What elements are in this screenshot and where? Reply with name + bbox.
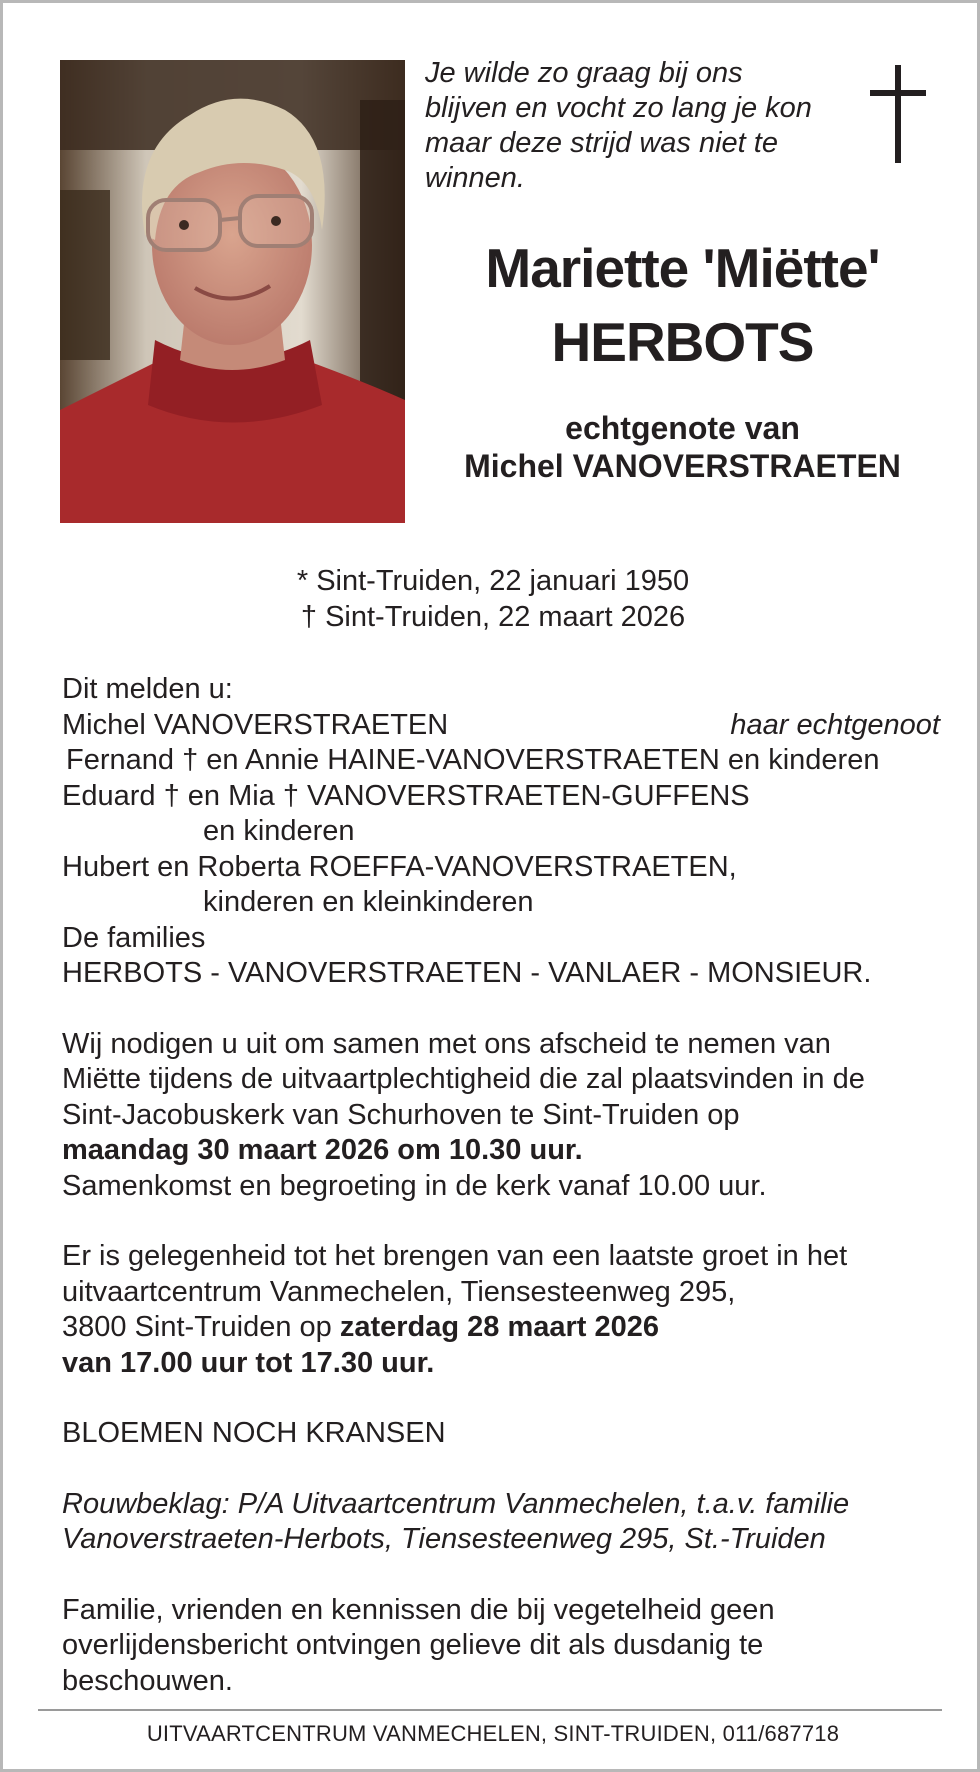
- spouse-info: [415, 409, 950, 485]
- announcer-spouse-name: Michel VANOVERSTRAETEN: [62, 708, 449, 741]
- families-intro: De families: [62, 921, 206, 954]
- visitation-text: uitvaartcentrum Vanmechelen, Tiensesteenweg 295,: [62, 1275, 736, 1308]
- portrait-photo: [60, 60, 405, 523]
- poem-line: blijven en vocht zo lang je kon: [425, 92, 812, 124]
- ceremony-text: Sint-Jacobuskerk van Schurhoven te Sint-Truiden op: [62, 1098, 740, 1131]
- ceremony-text: Wij nodigen u uit om samen met ons afscheid te nemen van: [62, 1027, 831, 1060]
- announcers-intro: Dit melden u:: [62, 673, 233, 705]
- visitation-time: van 17.00 uur tot 17.30 uur.: [62, 1346, 435, 1379]
- poem-line: Je wilde zo graag bij ons: [425, 57, 743, 89]
- condolence-address: Vanoverstraeten-Herbots, Tiensesteenweg 295, St.-Truiden: [62, 1523, 826, 1555]
- visitation-text: Er is gelegenheid tot het brengen van een laatste groet in het: [62, 1240, 848, 1272]
- announcer-family-cont: kinderen en kleinkinderen: [203, 886, 534, 918]
- deceased-last-name: HERBOTS: [551, 311, 814, 373]
- deceased-first-name: Mariette 'Miëtte': [485, 237, 880, 299]
- announcer-spouse: [62, 708, 940, 744]
- ceremony-datetime: maandag 30 maart 2026 om 10.30 uur.: [62, 1134, 583, 1166]
- announcer-family-cont: en kinderen: [203, 815, 355, 847]
- spouse-name: Michel VANOVERSTRAETEN: [464, 448, 901, 484]
- poem-line: maar deze strijd was niet te: [425, 127, 778, 159]
- portrait-illustration: [60, 60, 405, 523]
- flowers-notice: BLOEMEN NOCH KRANSEN: [62, 1417, 446, 1449]
- announcer-family: Fernand † en Annie HAINE-VANOVERSTRAETEN en kinderen: [66, 744, 880, 776]
- visitation-date-line: [62, 1310, 932, 1346]
- families-list: HERBOTS - VANOVERSTRAETEN - VANLAER - MONSIEUR.: [62, 957, 872, 989]
- announcer-family: Hubert en Roberta ROEFFA-VANOVERSTRAETEN,: [62, 850, 737, 883]
- notice-text: beschouwen.: [62, 1664, 233, 1697]
- birth-date: * Sint-Truiden, 22 januari 1950: [296, 565, 690, 597]
- visitation-place: 3800 Sint-Truiden op: [62, 1311, 340, 1343]
- deceased-name: [415, 231, 950, 379]
- visitation-date: zaterdag 28 maart 2026: [339, 1311, 660, 1343]
- notice-text: Familie, vrienden en kennissen die bij vegetelheid geen: [62, 1593, 775, 1626]
- spouse-relation: echtgenote van: [565, 410, 800, 446]
- condolence-address: Rouwbeklag: P/A Uitvaartcentrum Vanmechelen, t.a.v. familie: [62, 1487, 850, 1520]
- life-dates: [3, 563, 980, 635]
- poem-quote: [425, 56, 845, 196]
- ceremony-text: Miëtte tijdens de uitvaartplechtigheid die zal plaatsvinden in de: [62, 1063, 865, 1095]
- death-date: † Sint-Truiden, 22 maart 2026: [300, 601, 686, 633]
- notice-text: overlijdensbericht ontvingen gelieve dit als dusdanig te: [62, 1629, 764, 1661]
- footer-divider: [38, 1709, 942, 1711]
- announcer-spouse-relation: haar echtgenoot: [730, 708, 940, 741]
- cross-icon: [868, 65, 928, 163]
- funeral-home-footer: UITVAARTCENTRUM VANMECHELEN, SINT-TRUIDEN, 011/687718: [146, 1721, 840, 1746]
- announcer-family: Eduard † en Mia † VANOVERSTRAETEN-GUFFENS: [62, 779, 750, 812]
- poem-line: winnen.: [425, 162, 525, 194]
- ceremony-gathering: Samenkomst en begroeting in de kerk vanaf 10.00 uur.: [62, 1169, 767, 1202]
- announcement-body: [62, 672, 940, 1699]
